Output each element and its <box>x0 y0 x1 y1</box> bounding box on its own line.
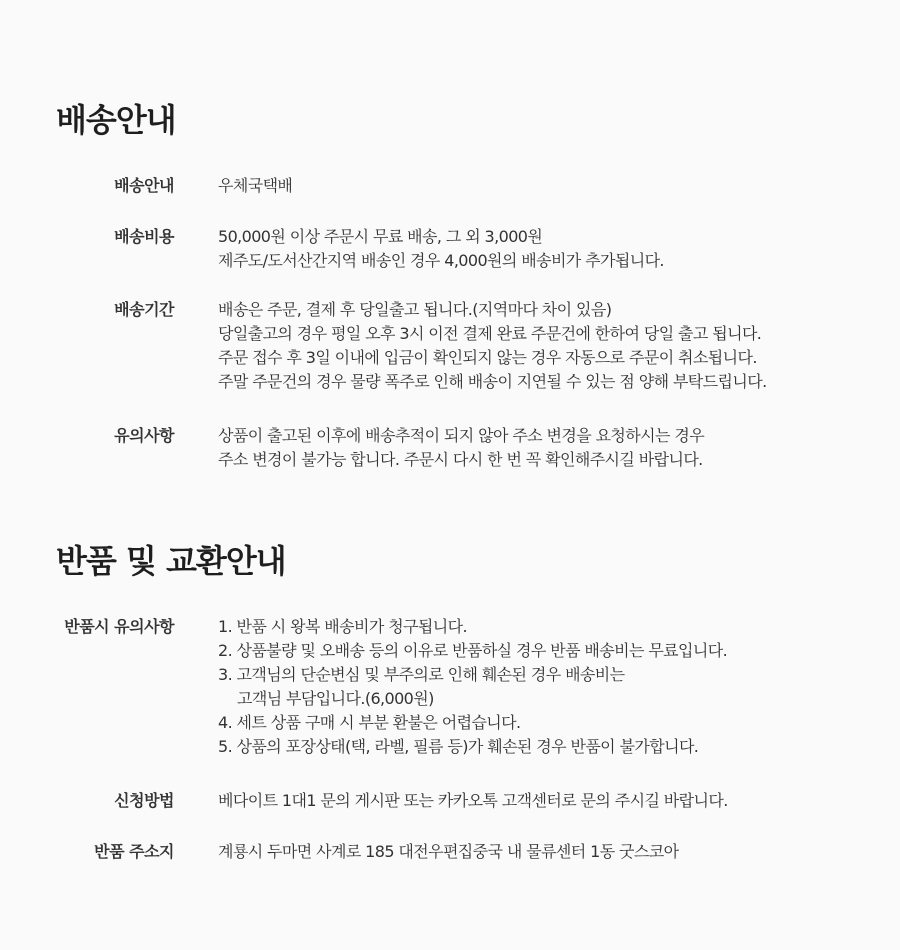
content-line: 3. 고객님의 단순변심 및 부주의로 인해 훼손된 경우 배송비는 <box>218 665 625 684</box>
content-line: 제주도/도서산간지역 배송인 경우 4,000원의 배송비가 추가됩니다. <box>218 251 664 270</box>
content-line: 주문 접수 후 3일 이내에 입금이 확인되지 않는 경우 자동으로 주문이 취소됩니다. <box>218 348 757 367</box>
content-line: 우체국택배 <box>218 176 293 195</box>
content-line: 고객님 부담입니다.(6,000원) <box>237 689 434 708</box>
row-label: 반품시 유의사항 <box>64 617 174 636</box>
content-line: 2. 상품불량 및 오배송 등의 이유로 반품하실 경우 반품 배송비는 무료입니다. <box>218 641 728 660</box>
row-label: 배송비용 <box>114 227 174 246</box>
row-label: 유의사항 <box>114 426 174 445</box>
row-content <box>218 840 678 864</box>
content-line: 1. 반품 시 왕복 배송비가 청구됩니다. <box>218 617 467 636</box>
row-content <box>218 789 728 813</box>
row-content <box>218 424 704 472</box>
content-line: 계룡시 두마면 사계로 185 대전우편집중국 내 물류센터 1동 굿스코아 <box>218 842 679 861</box>
content-line: 5. 상품의 포장상태(택, 라벨, 필름 등)가 훼손된 경우 반품이 불가합니다. <box>218 737 699 756</box>
content-line: 당일출고의 경우 평일 오후 3시 이전 결제 완료 주문건에 한하여 당일 출고 됩니다. <box>218 324 762 343</box>
row-content <box>218 615 727 759</box>
content-line: 50,000원 이상 주문시 무료 배송, 그 외 3,000원 <box>218 227 543 246</box>
content-line: 상품이 출고된 이후에 배송추적이 되지 않아 주소 변경을 요청하시는 경우 <box>218 426 705 445</box>
row-content <box>218 174 292 198</box>
row-content <box>218 225 664 273</box>
row-label: 신청방법 <box>114 791 174 810</box>
row-label: 반품 주소지 <box>94 842 174 861</box>
content-line: 주소 변경이 불가능 합니다. 주문시 다시 한 번 꼭 확인해주시길 바랍니다. <box>218 450 703 469</box>
row-content <box>218 298 767 394</box>
returns-section-title: 반품 및 교환안내 <box>56 542 286 580</box>
content-line: 4. 세트 상품 구매 시 부분 환불은 어렵습니다. <box>218 713 521 732</box>
shipping-section-title: 배송안내 <box>56 101 176 139</box>
content-line: 주말 주문건의 경우 물량 폭주로 인해 배송이 지연될 수 있는 점 양해 부탁드립니다. <box>218 372 767 391</box>
row-label: 배송안내 <box>114 176 174 195</box>
row-label: 배송기간 <box>114 300 174 319</box>
content-line: 배송은 주문, 결제 후 당일출고 됩니다.(지역마다 차이 있음) <box>218 300 612 319</box>
content-line: 베다이트 1대1 문의 게시판 또는 카카오톡 고객센터로 문의 주시길 바랍니다. <box>218 791 728 810</box>
